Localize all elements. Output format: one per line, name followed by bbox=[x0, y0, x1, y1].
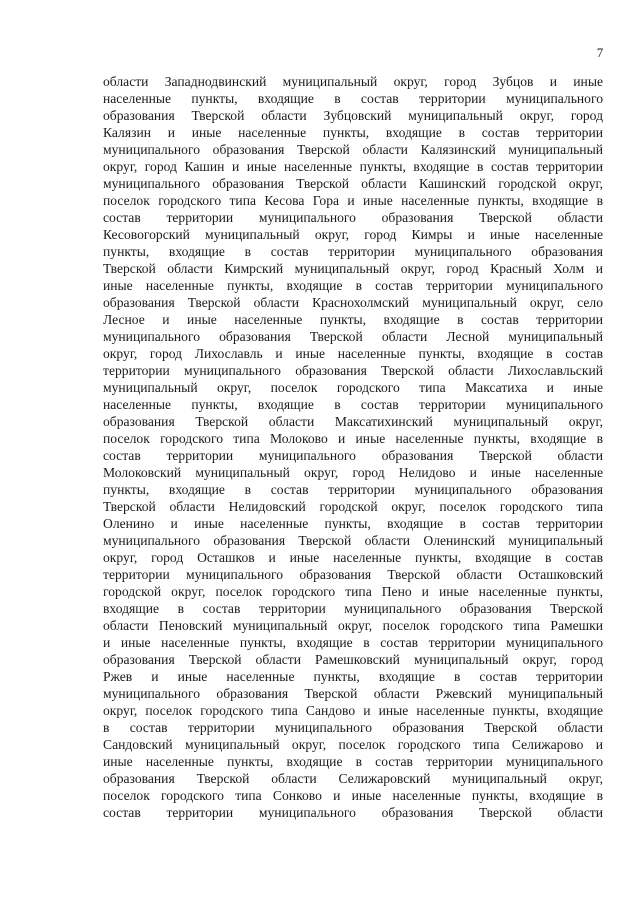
text-line: муниципального образования Тверской области Ржевский муниципальный bbox=[103, 686, 603, 701]
text-line: пункты, входящие в состав территории муниципального образования bbox=[103, 482, 603, 497]
text-line: поселок городского типа Молоково и иные населенные пункты, входящие в bbox=[103, 431, 603, 446]
text-line: территории муниципального образования Тверской области Осташковский bbox=[103, 567, 603, 582]
text-line: области Западнодвинский муниципальный округ, город Зубцов и иные bbox=[103, 74, 603, 89]
text-line: Кесовогорский муниципальный округ, город Кимры и иные населенные bbox=[103, 227, 603, 242]
text-line: образования Тверской области Селижаровский муниципальный округ, bbox=[103, 771, 603, 786]
text-line: пункты, входящие в состав территории муниципального образования bbox=[103, 244, 603, 259]
text-line: поселок городского типа Кесова Гора и иные населенные пункты, входящие в bbox=[103, 193, 603, 208]
text-line: Тверской области Нелидовский городской округ, поселок городского типа bbox=[103, 499, 603, 514]
text-line: иные населенные пункты, входящие в состав территории муниципального bbox=[103, 754, 603, 769]
text-line: образования Тверской области Рамешковский муниципальный округ, город bbox=[103, 652, 603, 667]
text-line: Оленино и иные населенные пункты, входящие в состав территории bbox=[103, 516, 603, 531]
text-line: Сандовский муниципальный округ, поселок городского типа Селижарово и bbox=[103, 737, 603, 752]
text-line: округ, город Лихославль и иные населенные пункты, входящие в состав bbox=[103, 346, 603, 361]
text-line: населенные пункты, входящие в состав территории муниципального bbox=[103, 397, 603, 412]
text-line: Калязин и иные населенные пункты, входящие в состав территории bbox=[103, 125, 603, 140]
text-line: округ, город Кашин и иные населенные пункты, входящие в состав территории bbox=[103, 159, 603, 174]
text-line: Лесное и иные населенные пункты, входящие в состав территории bbox=[103, 312, 603, 327]
text-line: области Пеновский муниципальный округ, поселок городского типа Рамешки bbox=[103, 618, 603, 633]
text-line: состав территории муниципального образования Тверской области bbox=[103, 805, 603, 820]
text-line: Ржев и иные населенные пункты, входящие в состав территории bbox=[103, 669, 603, 684]
text-line: округ, город Осташков и иные населенные пункты, входящие в состав bbox=[103, 550, 603, 565]
text-line: муниципального образования Тверской области Лесной муниципальный bbox=[103, 329, 603, 344]
text-line: поселок городского типа Сонково и иные населенные пункты, входящие в bbox=[103, 788, 603, 803]
text-line: Тверской области Кимрский муниципальный округ, город Красный Холм и bbox=[103, 261, 603, 276]
text-line: городской округ, поселок городского типа Пено и иные населенные пункты, bbox=[103, 584, 603, 599]
text-line: входящие в состав территории муниципального образования Тверской bbox=[103, 601, 603, 616]
text-line: муниципального образования Тверской области Калязинский муниципальный bbox=[103, 142, 603, 157]
text-line: и иные населенные пункты, входящие в состав территории муниципального bbox=[103, 635, 603, 650]
text-line: в состав территории муниципального образования Тверской области bbox=[103, 720, 603, 735]
text-line: образования Тверской области Максатихинский муниципальный округ, bbox=[103, 414, 603, 429]
text-line: иные населенные пункты, входящие в состав территории муниципального bbox=[103, 278, 603, 293]
text-line: Молоковский муниципальный округ, город Нелидово и иные населенные bbox=[103, 465, 603, 480]
text-line: образования Тверской области Зубцовский муниципальный округ, город bbox=[103, 108, 603, 123]
text-line: муниципального образования Тверской области Оленинский муниципальный bbox=[103, 533, 603, 548]
text-line: населенные пункты, входящие в состав территории муниципального bbox=[103, 91, 603, 106]
text-line: образования Тверской области Краснохолмский муниципальный округ, село bbox=[103, 295, 603, 310]
text-line: муниципального образования Тверской области Кашинский городской округ, bbox=[103, 176, 603, 191]
text-line: состав территории муниципального образования Тверской области bbox=[103, 210, 603, 225]
text-line: территории муниципального образования Тверской области Лихославльский bbox=[103, 363, 603, 378]
body-text bbox=[103, 73, 603, 821]
text-line: муниципальный округ, поселок городского типа Максатиха и иные bbox=[103, 380, 603, 395]
text-line: округ, поселок городского типа Сандово и иные населенные пункты, входящие bbox=[103, 703, 603, 718]
text-line: состав территории муниципального образования Тверской области bbox=[103, 448, 603, 463]
page-number: 7 bbox=[596, 45, 604, 60]
